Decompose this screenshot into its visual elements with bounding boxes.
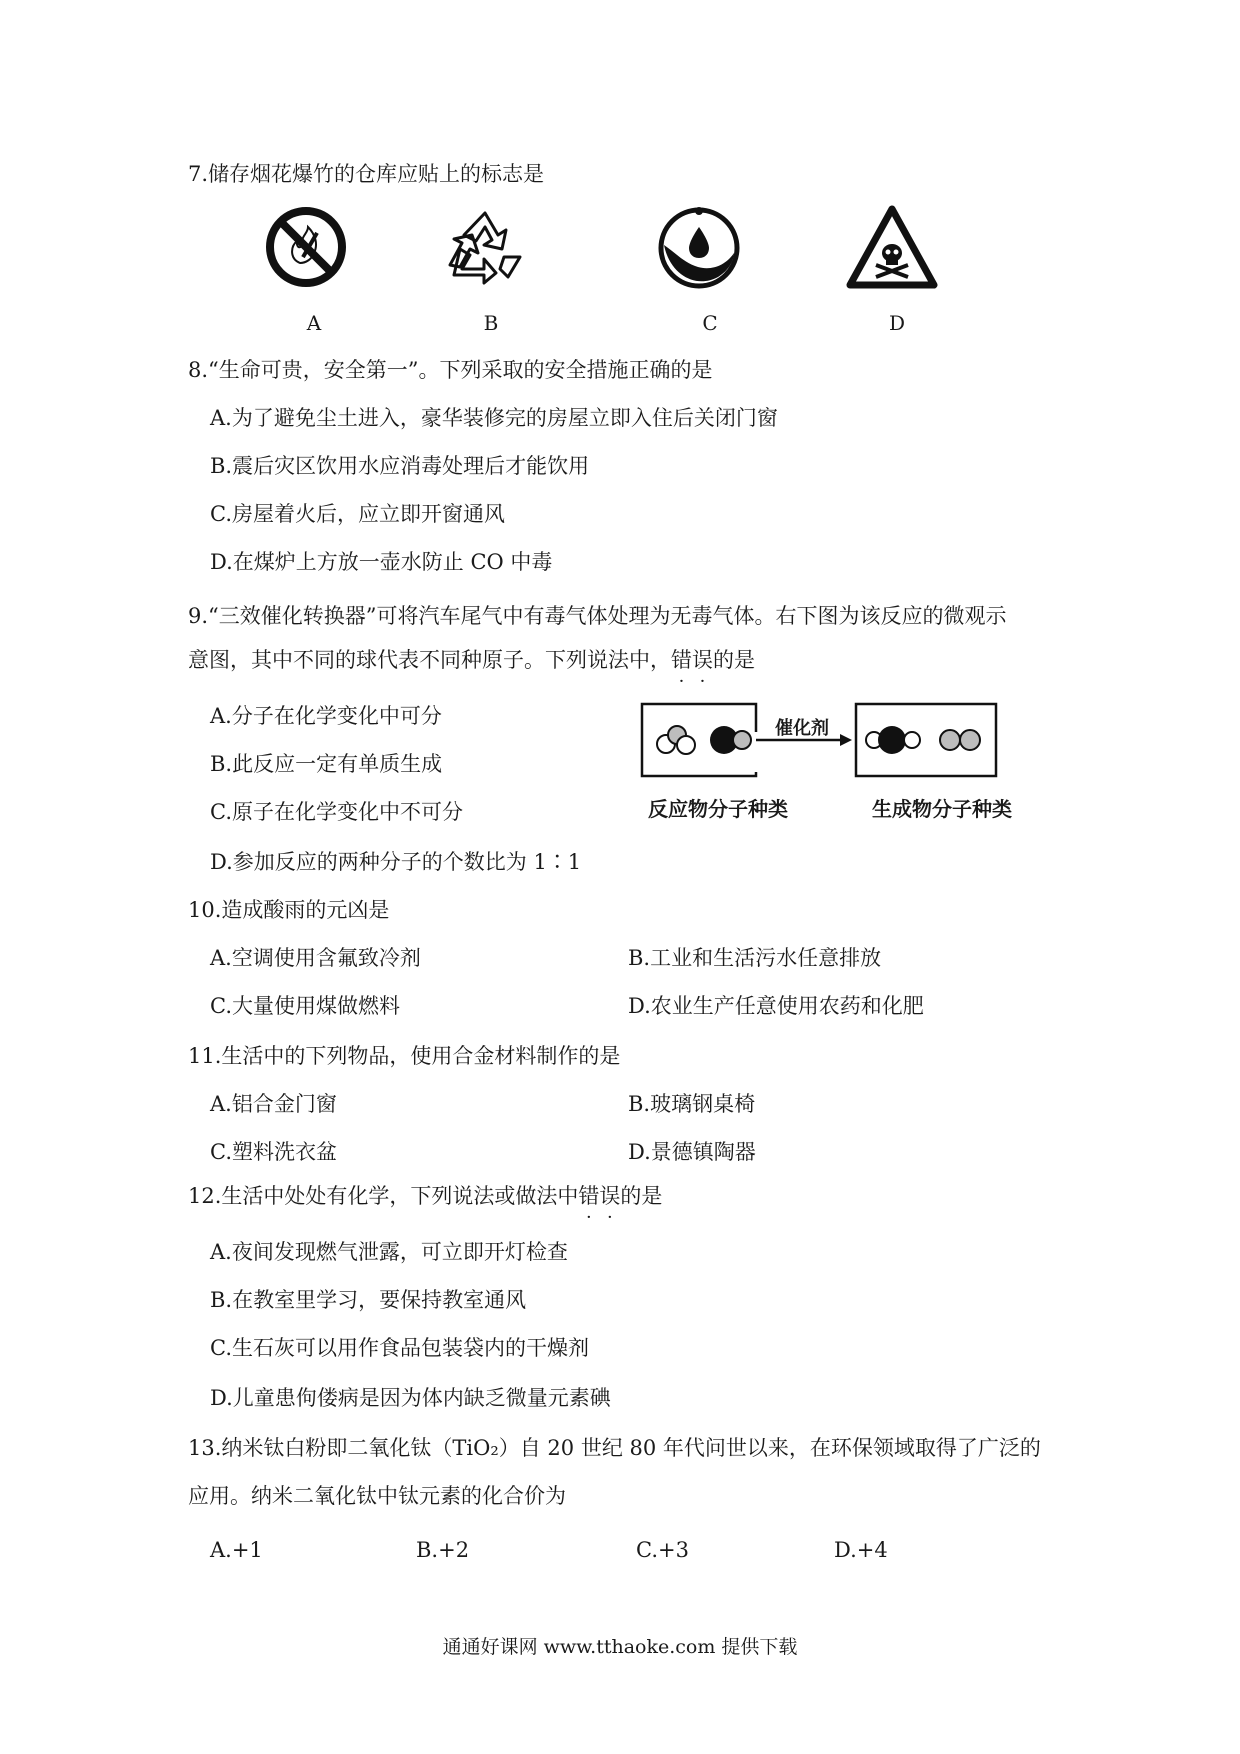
q12-stem: 12.生活中处处有化学，下列说法或做法中错误的是 <box>188 1184 663 1208</box>
emphasis-mark: 错 <box>671 648 692 672</box>
q9-option-d: D.参加反应的两种分子的个数比为 1∶1 <box>210 850 582 874</box>
emphasis-mark: 错 <box>578 1184 600 1208</box>
q10-option-d: D.农业生产任意使用农药和化肥 <box>628 994 924 1018</box>
q8-stem: 8.“生命可贵，安全第一”。下列采取的安全措施正确的是 <box>188 358 713 382</box>
q13-option-a: A.+1 <box>210 1538 263 1562</box>
q11-stem: 11.生活中的下列物品，使用合金材料制作的是 <box>188 1044 621 1068</box>
q10-stem: 10.造成酸雨的元凶是 <box>188 898 390 922</box>
q10-option-c: C.大量使用煤做燃料 <box>210 994 400 1018</box>
q13-stem-line1: 13.纳米钛白粉即二氧化钛（TiO₂）自 20 世纪 80 年代问世以来，在环保领域取得了广泛的 <box>188 1436 1041 1460</box>
q8-option-a: A.为了避免尘土进入，豪华装修完的房屋立即入住后关闭门窗 <box>210 406 778 430</box>
reactant-caption: 反应物分子种类 <box>648 797 788 821</box>
product-caption: 生成物分子种类 <box>872 797 1012 821</box>
q10-option-b: B.工业和生活污水任意排放 <box>628 946 882 970</box>
q11-option-b: B.玻璃钢桌椅 <box>628 1092 756 1116</box>
sign-label-d: D <box>888 311 906 335</box>
q11-option-c: C.塑料洗衣盆 <box>210 1140 337 1164</box>
q13-stem-line2: 应用。纳米二氧化钛中钛元素的化合价为 <box>188 1484 566 1508</box>
q9-stem-line2: 意图，其中不同的球代表不同种原子。下列说法中，错误的是 <box>188 648 755 672</box>
q12-option-c: C.生石灰可以用作食品包装袋内的干燥剂 <box>210 1336 589 1360</box>
q10-option-a: A.空调使用含氟致冷剂 <box>210 946 421 970</box>
emphasis-mark: 误 <box>692 648 713 672</box>
q8-option-d: D.在煤炉上方放一壶水防止 CO 中毒 <box>210 550 553 574</box>
q13-option-d: D.+4 <box>834 1538 888 1562</box>
q13-option-b: B.+2 <box>416 1538 470 1562</box>
q9-stem-line1: 9.“三效催化转换器”可将汽车尾气中有毒气体处理为无毒气体。右下图为该反应的微观示 <box>188 604 1007 628</box>
sign-label-b: B <box>483 311 499 335</box>
q12-option-a: A.夜间发现燃气泄露，可立即开灯检查 <box>210 1240 568 1264</box>
sign-label-a: A <box>306 311 322 335</box>
q7-stem: 7.储存烟花爆竹的仓库应贴上的标志是 <box>188 162 545 186</box>
recycle-icon <box>440 205 530 289</box>
q8-option-c: C.房屋着火后，应立即开窗通风 <box>210 502 505 526</box>
q8-option-b: B.震后灾区饮用水应消毒处理后才能饮用 <box>210 454 590 478</box>
q11-option-a: A.铝合金门窗 <box>210 1092 337 1116</box>
q11-option-d: D.景德镇陶器 <box>628 1140 756 1164</box>
page-footer: 通通好课网 www.tthaoke.com 提供下载 <box>442 1636 798 1658</box>
q9-option-a: A.分子在化学变化中可分 <box>210 704 442 728</box>
toxic-warning-icon <box>846 205 938 289</box>
emphasis-mark: 误 <box>599 1184 621 1208</box>
q12-option-d: D.儿童患佝偻病是因为体内缺乏微量元素碘 <box>210 1386 611 1410</box>
q12-option-b: B.在教室里学习，要保持教室通风 <box>210 1288 527 1312</box>
no-fire-icon <box>264 205 348 289</box>
water-saving-icon <box>656 205 742 291</box>
q9-option-b: B.此反应一定有单质生成 <box>210 752 443 776</box>
q9-option-c: C.原子在化学变化中不可分 <box>210 800 463 824</box>
arrow-label: 催化剂 <box>775 718 829 739</box>
sign-label-c: C <box>702 311 718 335</box>
q13-option-c: C.+3 <box>636 1538 689 1562</box>
